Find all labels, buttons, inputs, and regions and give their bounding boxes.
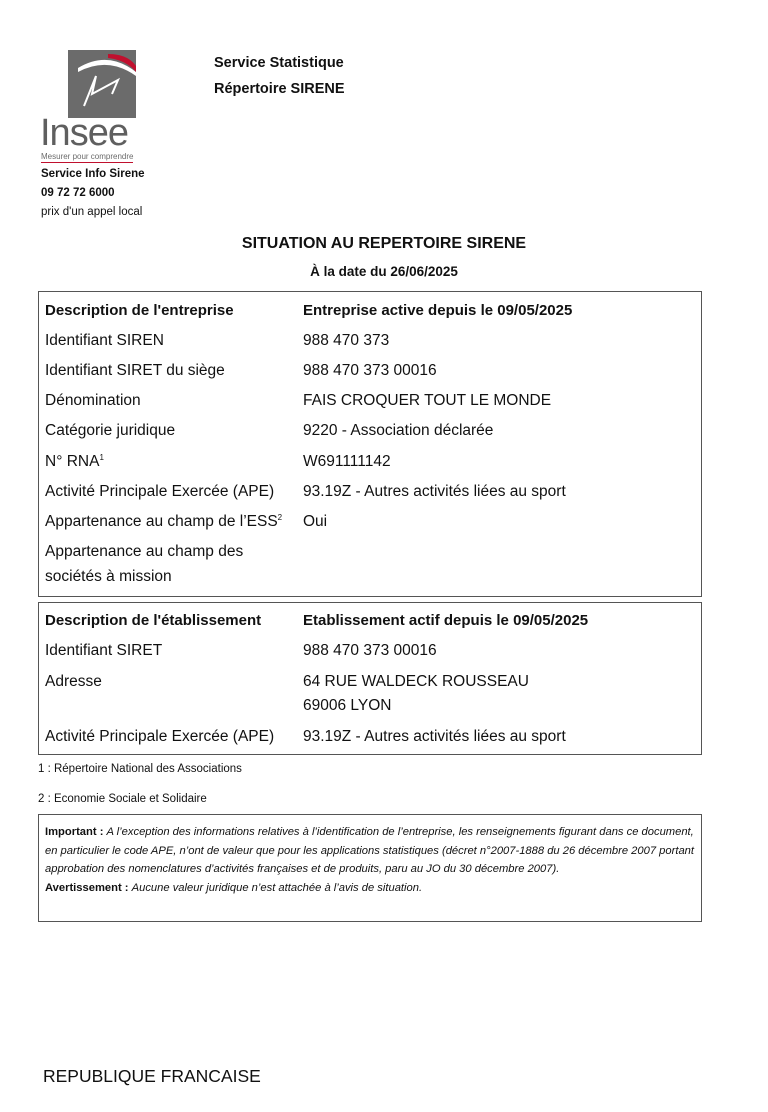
adresse-label: Adresse (45, 673, 102, 690)
page-title: SITUATION AU REPERTOIRE SIRENE (241, 235, 527, 252)
insee-logo-tagline: Mesurer pour comprendre (41, 152, 134, 161)
warning-label: Avertissement : (45, 881, 129, 894)
siren-label: Identifiant SIREN (45, 332, 164, 349)
ess-label-wrap (45, 513, 303, 531)
entreprise-box (38, 291, 702, 597)
categorie-label: Catégorie juridique (45, 422, 176, 439)
siret-value: 988 470 373 00016 (303, 642, 437, 659)
etablissement-heading-value: Etablissement actif depuis le 09/05/2025 (303, 612, 589, 629)
service-line-2: Répertoire SIRENE (214, 81, 345, 97)
denomination-value: FAIS CROQUER TOUT LE MONDE (303, 392, 552, 409)
service-info-phone: 09 72 72 6000 (41, 187, 115, 199)
etab-ape-label: Activité Principale Exercée (APE) (45, 728, 275, 745)
adresse-line1: 64 RUE WALDECK ROUSSEAU (303, 673, 529, 690)
date-line: À la date du 26/06/2025 (310, 264, 458, 279)
ape-label: Activité Principale Exercée (APE) (45, 483, 275, 500)
ess-value: Oui (303, 513, 328, 530)
notice-box (38, 814, 702, 922)
mission-label-line2: sociétés à mission (45, 568, 172, 585)
insee-logo-icon (68, 50, 136, 118)
insee-logo (40, 48, 140, 164)
siret-label: Identifiant SIRET (45, 642, 163, 659)
ape-value: 93.19Z - Autres activités liées au sport (303, 483, 566, 500)
mission-label-line1: Appartenance au champ des (45, 543, 244, 560)
ess-footnote-ref: 2 (277, 513, 283, 522)
etablissement-heading-label: Description de l'établissement (45, 612, 262, 629)
footnote-2: 2 : Economie Sociale et Solidaire (38, 793, 207, 805)
footnote-1: 1 : Répertoire National des Associations (38, 763, 242, 775)
denomination-label: Dénomination (45, 392, 141, 409)
service-info-note: prix d'un appel local (41, 206, 143, 218)
warning-text: Aucune valeur juridique n’est attachée à l’avis de situation. (131, 881, 423, 894)
insee-logo-word: Insee (40, 112, 128, 154)
entreprise-heading-value: Entreprise active depuis le 09/05/2025 (303, 302, 573, 319)
service-line-1: Service Statistique (214, 55, 344, 71)
rna-value: W691111142 (303, 453, 391, 470)
rna-footnote-ref: 1 (99, 453, 104, 462)
entreprise-heading-label: Description de l'entreprise (45, 302, 234, 319)
siret-siege-label: Identifiant SIRET du siège (45, 362, 225, 379)
service-info-name: Service Info Sirene (41, 168, 145, 180)
adresse-line2: 69006 LYON (303, 697, 392, 714)
siren-value: 988 470 373 (303, 332, 390, 349)
etablissement-box (38, 602, 702, 755)
important-label: Important : (45, 826, 104, 838)
categorie-value: 9220 - Association déclarée (303, 422, 494, 439)
rna-label-wrap (45, 453, 303, 471)
etab-ape-value: 93.19Z - Autres activités liées au sport (303, 728, 566, 745)
ess-label: Appartenance au champ de l’ESS (45, 513, 278, 530)
siret-siege-value: 988 470 373 00016 (303, 362, 437, 379)
important-text: A l’exception des informations relatives à l’identification de l’entreprise, les renseignements figurant dans ce document, en particulier le code APE, n’ont de valeur que pour les applications statistiques (décret n°2007-1888 du 26 décembre 2007 portant approbation des nomenclatures d’activités françaises et de produits, paru au JO du 30 décembre 2007). (45, 826, 694, 876)
rna-label: N° RNA (45, 453, 100, 470)
republique-francaise: REPUBLIQUE FRANCAISE (43, 1066, 261, 1086)
